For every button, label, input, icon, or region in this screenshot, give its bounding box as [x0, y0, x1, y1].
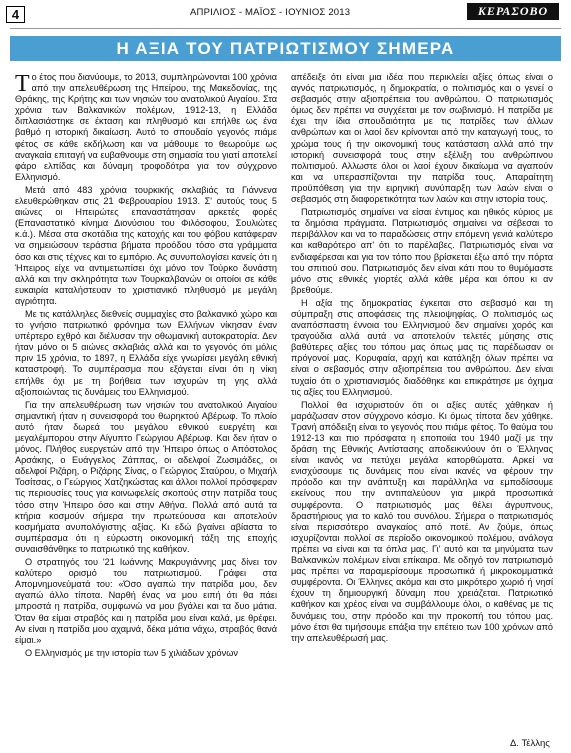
article-paragraph: Ο στρατηγός του '21 Ιωάννης Μακρυγιάννης μας δίνει τον καλύτερο ορισμό του πατριωτισμού. Γράφει στα Απομνημονεύματά του: «Όσο αγαπώ την πατρίδα μου, δεν αγαπώ άλλο τίποτα. Ναρθή ένας να μου ειπή ότι θα πάει μπροστά η πατρίδα, συμφωνώ να μου βγάλει και τα δυο μάτια. Όταν θα είμαι στραβός και η πατρίδα μου είναι καλά, με θρέφει. Αν είναι η πατρίδα μου αχαμνά, δέκα μάτια νάχω, στραβός θανά είμαι.»	[15, 557, 277, 645]
article-paragraph: απέδειξε ότι είναι μια ιδέα που περικλείει αξίες όπως είναι ο αγνός πατριωτισμός, η δημοκρατία, ο πολιτισμός και ο γενεί ο σεβασμός στην αξιοπρέπεια του ανθρώπου. Ο πατριωτισμός όμως δεν πρέπει να συγχέεται με τον σωβινισμό. Η πατρίδα με έχει την ίδια σπουδαιότητα με τις πατρίδες των άλλων ανθρώπων και οι λαοί δεν κρίνονται από την καταγωγή τους, το χρώμα τους ή την οικονομική τους κατάσταση αλλά από την ιστορική συνεισφορά τους στην εξέλιξη του ανθρώπινου πολιτισμού. Αλλωστε όλοι οι λαοί έχουν δικαίωμα να αγαπούν και να υπερασπίζονται την πατρίδα τους. Απαραίτητη προϋπόθεση για την ειρηνική συνύπαρξη των λαών είναι ο σεβασμός στη διαφορετικότητα των λαών και στην ιστορία τους.	[291, 72, 553, 205]
page-number: 4	[6, 6, 25, 23]
article-column-right	[291, 72, 553, 644]
drop-cap: Τ	[15, 71, 30, 97]
article-paragraph: Μετά από 483 χρόνια τουρκικής σκλαβιάς τα Γιάννενα ελευθερώθηκαν στις 21 Φεβρουαρίου 1913. Σ' αυτούς τους 5 αιώνες οι Ηπειρώτες επαναστάτησαν αρκετές φορές (Επαναστατικό κίνημα Διονύσιου του Φιλόσοφου, Σουλιώτες κ.ά.). Μέσα στα σκοτάδια της κατοχής και του φόβου κατάφεραν να σημειώσουν τεράστια βήματα προόδου τόσο στα γράμματα όσο και στις τέχνες και το εμπόριο. Ας συνυπολογίσει κανείς ότι η Ήπειρος είχε να αντιμετωπίσει όχι μόνο τον Τούρκο δυνάστη αλλά και την σκληρότητα των Τουρκαλβανών οι οποίοι σε κάθε ευκαιρία καταλήστευαν το χριστιανικό πληθυσμό με μεγάλη αγριότητα.	[15, 184, 277, 306]
article-title: Η ΑΞΙΑ ΤΟΥ ΠΑΤΡΙΩΤΙΣΜΟΥ ΣΗΜΕΡΑ	[10, 36, 561, 61]
article-paragraph: Ο Ελληνισμός με την ιστορία των 5 χιλιάδων χρόνων	[25, 647, 238, 658]
article-paragraph: Η αξία της δημοκρατίας έγκειται στο σεβασμό και τη σύμπραξη στις αποφάσεις της πλειοψηφίας. Ο πολιτισμός ως αναπόσπαστη έννοια του Ελληνισμού δεν σημαίνει χορός και τραγούδια αλλά αυτά να αποτελούν τελετές μύησης στις βαθύτερες αξίες του τόπου μας όπως μας τις παρέδωσαν οι πρόγονοί μας. Κορυφαία, αρχή και κατάληξη όλων πρέπει να είναι ο σεβασμός στην αξιοπρέπεια του ανθρώπου. Δεν είναι τυχαίο ότι ο χριστιανισμός διαδόθηκε και επικράτησε με όχημα τις αξίες του Ελληνισμού.	[291, 297, 553, 397]
article-column-left	[15, 72, 277, 659]
newspaper-logo: ΚΕΡΑΣΟΒΟ	[467, 3, 559, 20]
article-paragraph: Το έτος που διανύουμε, το 2013, συμπληρώνονται 100 χρόνια από την απελευθέρωση της Ηπείρου, της Μακεδονίας, της Θράκης, της Κρήτης και των νησιών του ανατολικού Αιγαίου. Στα χρόνια των Βαλκανικών πολέμων, 1912-13, η Ελλάδα διπλασιάστηκε σε έκταση και πληθυσμό και επήλθε ως ένα βαθμό η ιστορική δικαίωση. Αυτό το σπουδαίο γεγονός πιάμε φέτος σε κάθε εκδήλωση και να μάθουμε το θεωρούμε ως αναγκαία επιταγή να ευβαθνουμε στη σημασία του γιατί αποτελεί φάρο ελπίδας και δύναμη τροφοδότρα για τον σύγχρονο Ελληνισμό.	[15, 71, 277, 182]
issue-date: ΑΠΡΙΛΙΟΣ - ΜΑΪΟΣ - ΙΟΥΝΙΟΣ 2013	[190, 7, 351, 18]
article-paragraph: Πολλοί θα ισχυριστούν ότι οι αξίες αυτές χάθηκαν ή μαράζωσαν στον σύγχρονο κόσμο. Κι όμως τίποτα δεν χάθηκε. Τρανή απόδειξη είναι το γεγονός που πιάμε φέτος. Το θαύμα του 1912-13 και πιο πρόσφατα η εποποιία του 1940 μαζί με την δράση της Εθνικής Αντίστασης αποδεικνύουν ότι ο Έλληνας είναι ικανός να πετύχει μεγάλα κατορθώματα. Αρκεί να ενισχύσουμε τις δυνάμεις που είναι ικανές να φέρουν την πρόοδο και την ανάπτυξη και παράλληλα να εμποδίσουμε εκείνους που την αντιπαλεύουν για μικρά προσωπικά συμφέροντα. Ο πατριωτισμός μας θέλει άγρυπνους, δραστήριους για το καλό του συνόλου. Σήμερα ο πατριωτισμός είναι περισσότερο αναγκαίος από ποτέ. Αν ζούμε, όπως ισχυρίζονται πολλοί σε περίοδο οικονομικού πολέμου, ανάλογα πρέπει να είναι και τα όπλα μας. Γι' αυτό και τα μηνύματα των Βαλκανικών πολέμων είναι επίκαιρα. Με οδηγό τον πατριωτισμό μας πρέπει να παραμερίσουμε προσωπικά ή μικροκομματικά συμφέροντα. Οι Έλληνες ακόμα και στο μικρότερο χωριό ή νησί έχουν τη δημιουργική δύναμη που χρειάζεται. Πατριωτικό καθήκον και χρέος είναι να συμβάλλουμε όλοι, ο καθένας με τις δυνάμεις του, στην πρόοδο και την προκοπή του τόπου μας. μόνο έτσι θα τιμήσουμε επάξια την επέτειο των 100 χρόνων από την απελευθέρωσή μας.	[291, 399, 553, 643]
article-paragraph: Με τις κατάλληλες διεθνείς συμμαχίες στο βαλκανικό χώρο και το γνήσιο πατριωτικό φρόνημα των Ελλήνων νίκησαν έναν υπέρτερο εχθρό και διέλυσαν την οθωμανική αυτοκρατορία. Δεν ήταν μόνο οι 5 αιώνες σκλαβιάς αλλά και το γεγονός ότι μόλις πριν 15 χρόνια, το 1897, η Ελλάδα είχε γνωρίσει μεγάλη εθνική καταστροφή. Το συμπέρασμα που εξάγεται είναι ότι η νίκη επήλθε όχι με τη βοήθεια των ισχυρών τη γης αλλά αξιοποιώντας τις δυνάμεις του Ελληνισμού.	[15, 308, 277, 397]
author-signature: Δ. Τέλλης	[510, 738, 550, 749]
article-paragraph: Για την απελευθέρωση των νησιών του ανατολικού Αιγαίου σημαντική ήταν η συνεισφορά του θωρηκτού Αβέρωφ. Το πλοίο αυτό ήταν δωρεά του μεγάλου εθνικού ευεργέτη και μεγαλέμπορου στην Αίγυπτο Γεώργιου Αβέρωφ. Και δεν ήταν ο μόνος. Πλήθος ευεργετών από την Ήπειρο όπως ο Απόστολος Αρσάκης, ο Ευάγγελος Ζάππας, οι αδελφοί Ζωσιμάδες, οι αδελφοί Ριζάρη, ο Ριζάρης Σίνας, ο Γεώργιος Σταύρου, ο Μιχαήλ Τοσίτσας, ο Γεώργιος Χατζηκώστας και άλλοι πολλοί πρόσφεραν τις περιουσίες τους για κοινωφελείς σκοπούς στην πατρίδα τους τόσο στην Ήπειρο όσο και στην Αθήνα. Πολλά από αυτά τα κτήρια κοσμούν σήμερα την πρωτεύουσα και αποτελούν κοσμήματα ανυπολόγιστης αξίας. Κι εδώ βγαίνει αβίαστα το συμπέρασμα ότι η εύρωστη οικονομική τάξη της εποχής συναισθάνθηκε το πατριωτικό της καθήκον.	[15, 399, 277, 554]
header-rule	[10, 28, 561, 29]
article-paragraph: Πατριωτισμός σημαίνει να είσαι έντιμος και ηθικός κύριος με τα δημόσια πράγματα. Πατριωτισμός σημαίνει να σέβεσαι το περιβάλλον και να το παραδώσεις στην επόμενη γενιά καλύτερο και καθαρότερο απ' ότι το παρέλαβες. Πατριωτισμός είναι να ενδιαφέρεσαι και για τον τόπο που βρίσκεται έξω από την πόρτα του σπιτιού σου. Πατριωτισμός δεν είναι κάτι που το θυμόμαστε μόνο στις εθνικές γιορτές αλλά κάθε μέρα και όπου κι αν βρεθούμε.	[291, 207, 553, 295]
